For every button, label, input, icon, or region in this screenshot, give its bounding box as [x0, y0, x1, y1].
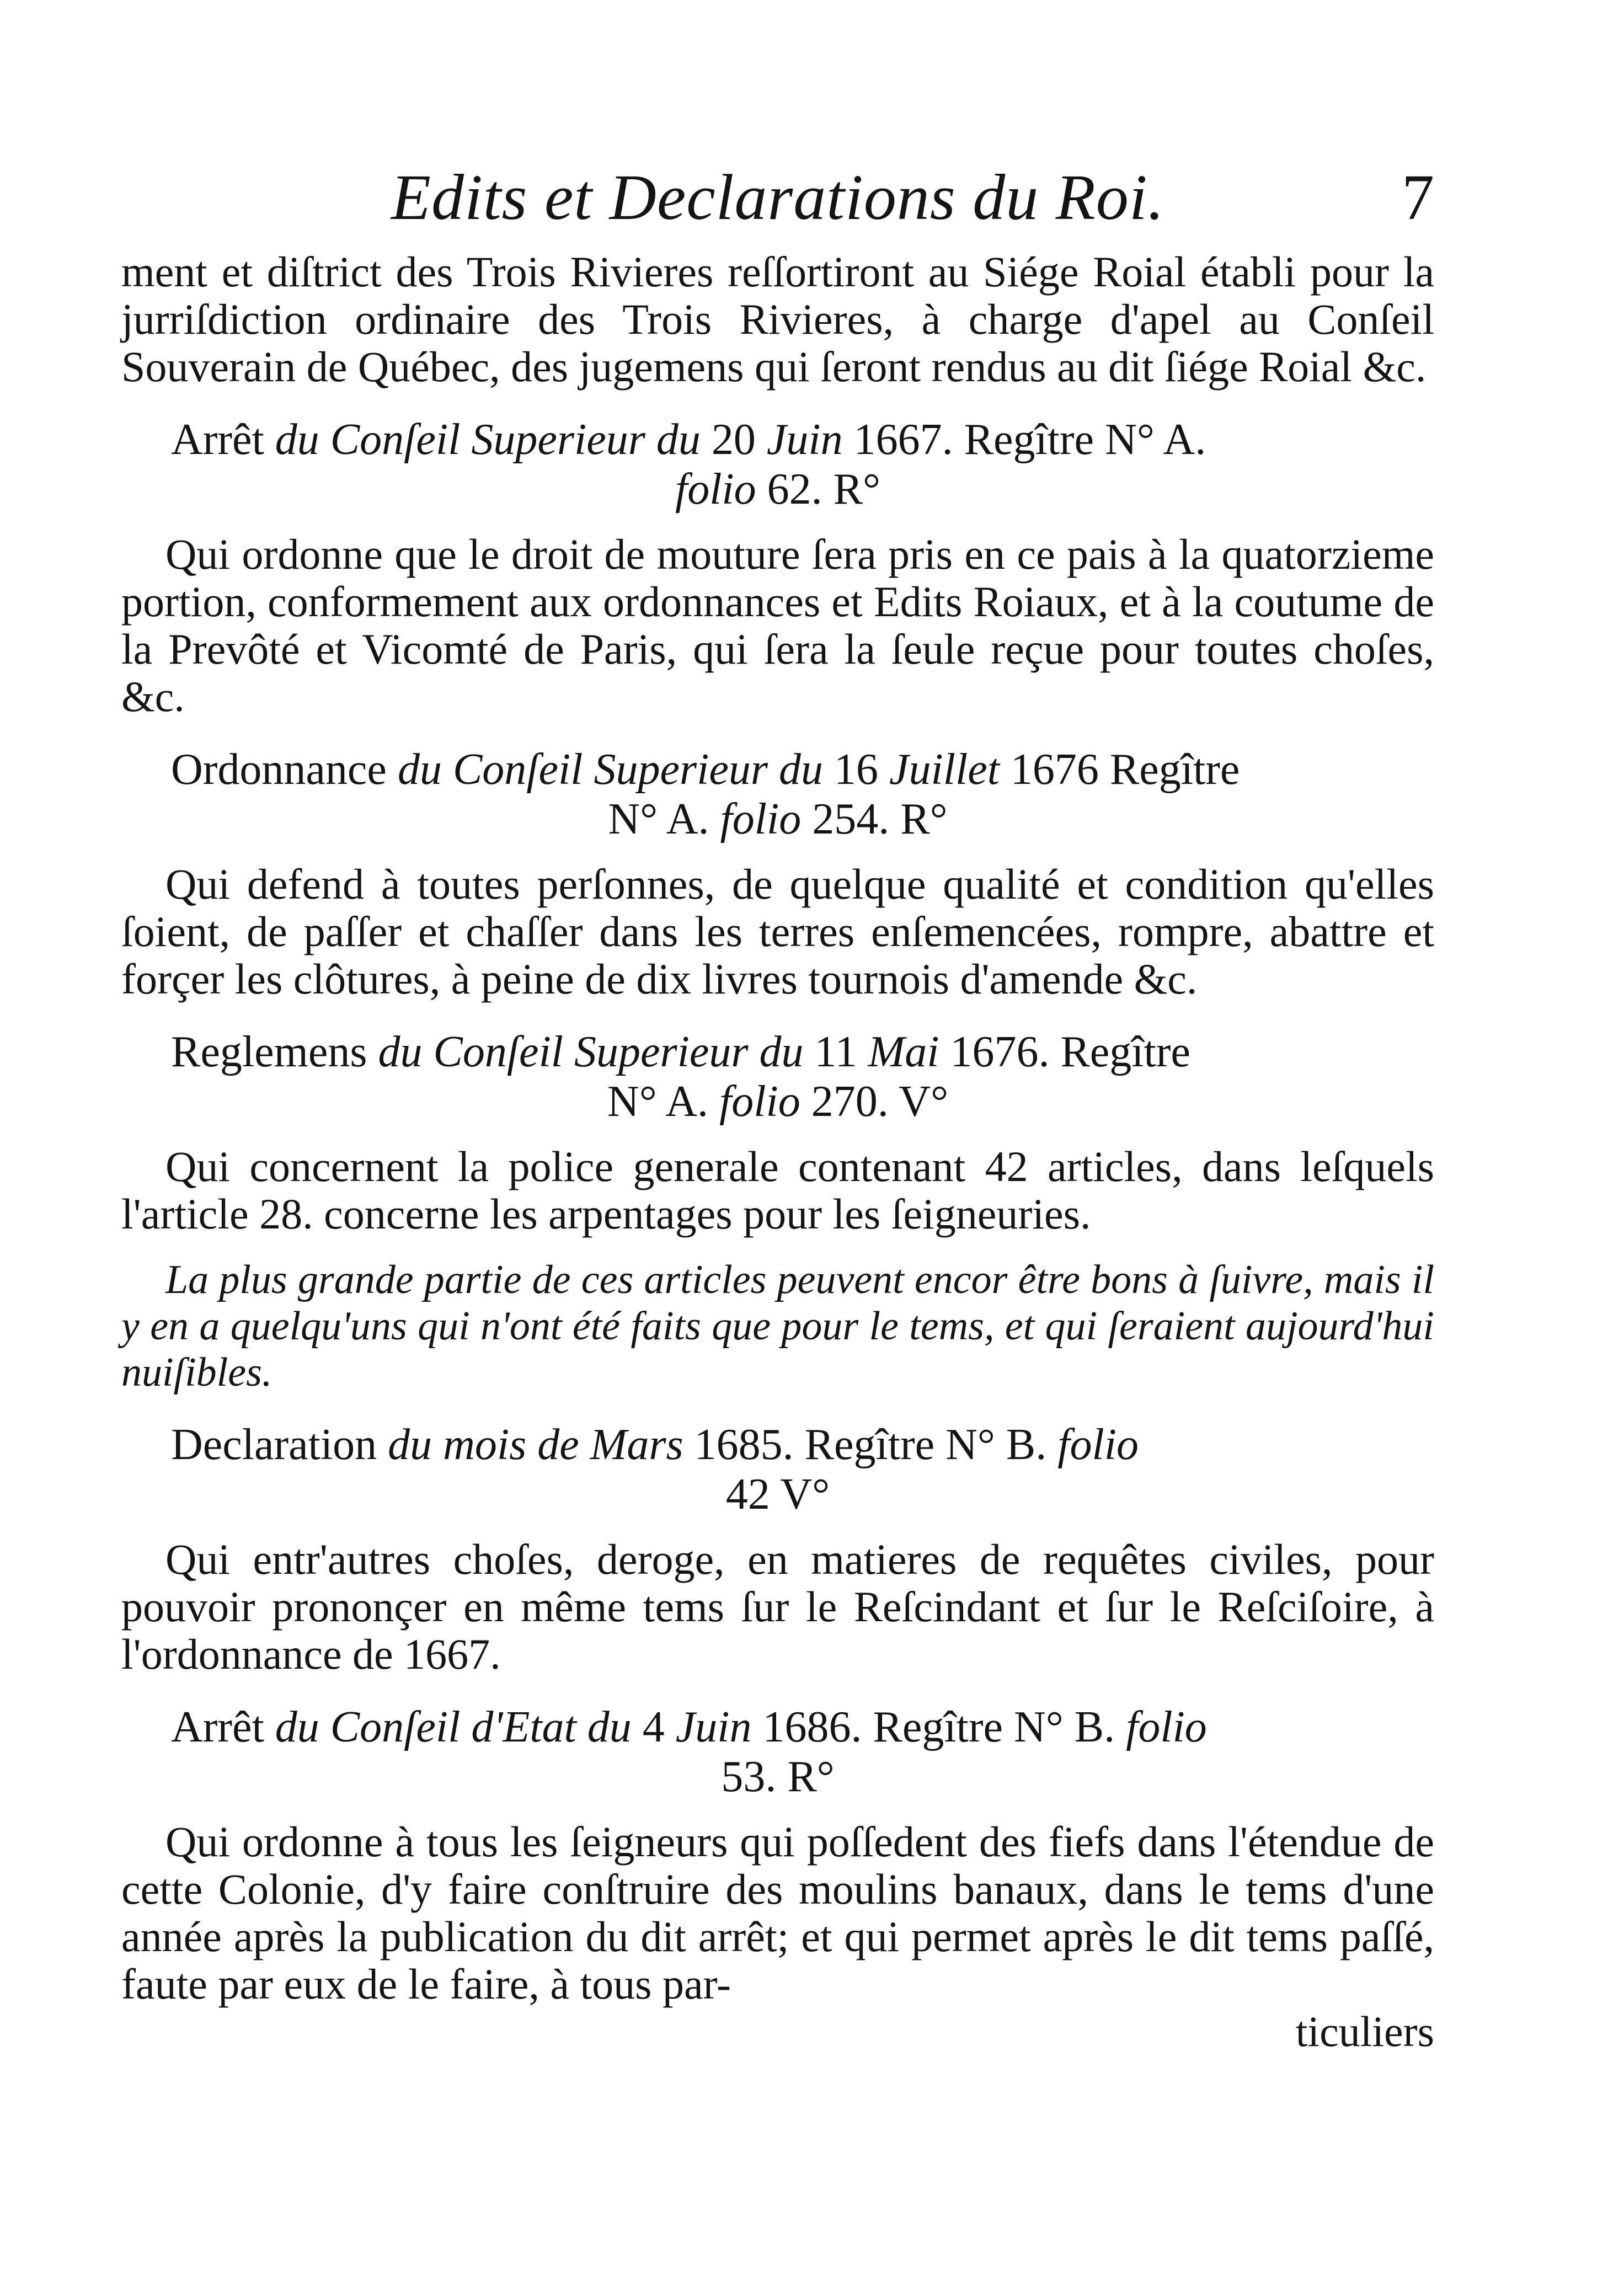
intro-paragraph: ment et diſtrict des Trois Rivieres reſſortiront au Siége Roial établi pour la jurriſdiction ordinaire des Trois Rivieres, à charge d'apel au Conſeil Souverain de Québec, des jugemens qui ſeront rendus au dit ſiége Roial &c. — [121, 248, 1434, 391]
entry-2-reference — [121, 745, 1434, 844]
entry-5-reference — [121, 1702, 1434, 1802]
entry-2-summary: Qui defend à toutes perſonnes, de quelque qualité et condition qu'elles ſoient, de paſſer et chaſſer dans les terres enſemencées, rompre, abattre et forçer les clôtures, à peine de dix livres tournois d'amende &c. — [121, 860, 1434, 1003]
entry-1-ref-line-2: folio 62. R° — [675, 465, 881, 514]
entry-3-note: La plus grande partie de ces articles peuvent encor être bons à ſuivre, mais il y en a quelqu'uns qui n'ont été faits que pour le tems, et qui ſeraient aujourd'hui nuiſibles. — [121, 1257, 1434, 1395]
entry-4-ref-line-2: 42 V° — [725, 1470, 830, 1519]
entry-1-reference — [121, 415, 1434, 514]
running-title: Edits et Declarations du Roi. — [391, 161, 1165, 233]
entry-2-ref-line-2: N° A. folio 254. R° — [608, 795, 948, 843]
entry-3-summary: Qui concernent la police generale contenant 42 articles, dans leſquels l'article 28. concerne les arpentages pour les ſeigneuries. — [121, 1142, 1434, 1238]
entry-3-ref-line-2: N° A. folio 270. V° — [607, 1077, 949, 1126]
page-number: 7 — [1402, 161, 1434, 233]
entry-4-reference — [121, 1420, 1434, 1519]
entry-3-ref-line-1: Reglemens du Conſeil Superieur du 11 Mai 1676. Regître — [171, 1028, 1190, 1076]
entry-5-ref-line-1: Arrêt du Conſeil d'Etat du 4 Juin 1686. Regître N° B. folio — [171, 1703, 1207, 1751]
entry-5-summary: Qui ordonne à tous les ſeigneurs qui poſſedent des fiefs dans l'étendue de cette Colonie, d'y faire conſtruire des moulins banaux, dans le tems d'une année après la publication du dit arrêt; et qui permet après le dit tems paſſé, faute par eux de le faire, à tous par- — [121, 1818, 1434, 2008]
entry-4-summary: Qui entr'autres choſes, deroge, en matieres de requêtes civiles, pour pouvoir prononçer en même tems ſur le Reſcindant et ſur le Reſciſoire, à l'ordonnance de 1667. — [121, 1535, 1434, 1678]
entry-5-ref-line-2: 53. R° — [721, 1753, 835, 1801]
entry-3-reference — [121, 1027, 1434, 1126]
page-body — [121, 248, 1434, 2074]
catchword: ticuliers — [1295, 2007, 1434, 2055]
entry-4-ref-line-1: Declaration du mois de Mars 1685. Regître N° B. folio — [171, 1420, 1139, 1469]
entry-1-ref-line-1: Arrêt du Conſeil Superieur du 20 Juin 1667. Regître N° A. — [171, 415, 1206, 464]
entry-2-ref-line-1: Ordonnance du Conſeil Superieur du 16 Juillet 1676 Regître — [171, 745, 1240, 794]
entry-1-summary: Qui ordonne que le droit de mouture ſera pris en ce pais à la quatorzieme portion, conformement aux ordonnances et Edits Roiaux, et à la coutume de la Prevôté et Vicomté de Paris, qui ſera la ſeule reçue pour toutes choſes, &c. — [121, 530, 1434, 720]
page-header — [121, 160, 1434, 243]
